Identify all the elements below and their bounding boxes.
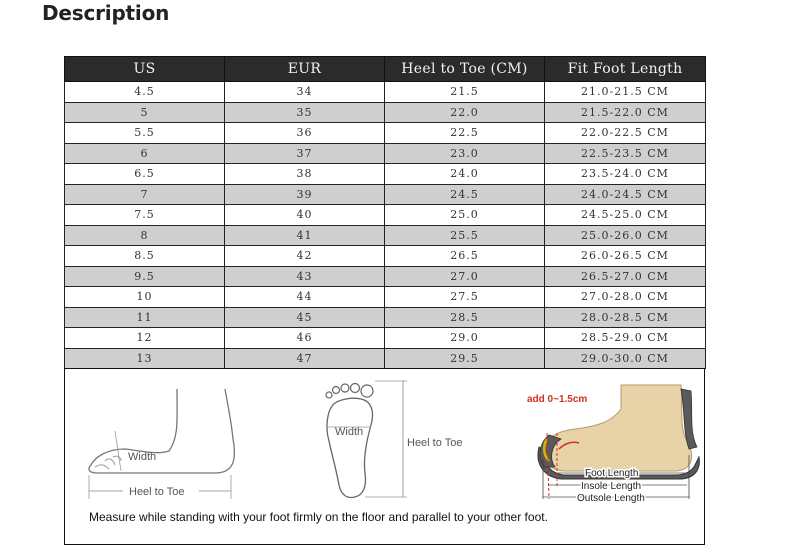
cell-eur: 37 bbox=[225, 143, 385, 164]
foot-length-label: Foot Length bbox=[585, 468, 639, 479]
cell-us: 8.5 bbox=[65, 246, 225, 267]
table-row bbox=[65, 205, 706, 226]
shoe-cross-section-diagram bbox=[527, 385, 699, 504]
cell-eur: 44 bbox=[225, 287, 385, 308]
cell-fit-foot-length: 22.0-22.5 CM bbox=[545, 123, 706, 144]
cell-eur: 40 bbox=[225, 205, 385, 226]
cell-us: 7 bbox=[65, 184, 225, 205]
measurement-caption: Measure while standing with your foot firmly on the floor and parallel to your other foot. bbox=[89, 510, 548, 524]
side-foot-width-label: Width bbox=[128, 451, 157, 463]
cell-eur: 39 bbox=[225, 184, 385, 205]
size-chart-table bbox=[64, 56, 706, 369]
cell-us: 5 bbox=[65, 102, 225, 123]
table-row bbox=[65, 184, 706, 205]
cell-fit-foot-length: 27.0-28.0 CM bbox=[545, 287, 706, 308]
cell-eur: 47 bbox=[225, 348, 385, 369]
cell-heel-to-toe: 29.0 bbox=[385, 328, 545, 349]
cell-eur: 43 bbox=[225, 266, 385, 287]
cell-us: 13 bbox=[65, 348, 225, 369]
cell-heel-to-toe: 28.5 bbox=[385, 307, 545, 328]
side-foot-outline bbox=[89, 389, 234, 473]
cell-fit-foot-length: 24.0-24.5 CM bbox=[545, 184, 706, 205]
cell-fit-foot-length: 26.5-27.0 CM bbox=[545, 266, 706, 287]
cell-us: 9.5 bbox=[65, 266, 225, 287]
measurement-diagram-panel bbox=[64, 368, 705, 545]
cell-eur: 42 bbox=[225, 246, 385, 267]
cell-fit-foot-length: 25.0-26.0 CM bbox=[545, 225, 706, 246]
footprint-outline bbox=[327, 398, 373, 497]
cell-heel-to-toe: 25.5 bbox=[385, 225, 545, 246]
cell-heel-to-toe: 27.0 bbox=[385, 266, 545, 287]
cell-us: 4.5 bbox=[65, 82, 225, 103]
cell-heel-to-toe: 22.0 bbox=[385, 102, 545, 123]
cell-eur: 45 bbox=[225, 307, 385, 328]
table-row bbox=[65, 246, 706, 267]
table-body bbox=[65, 82, 706, 369]
cell-us: 6.5 bbox=[65, 164, 225, 185]
table-row bbox=[65, 266, 706, 287]
cell-heel-to-toe: 24.0 bbox=[385, 164, 545, 185]
side-foot-length-label: Heel to Toe bbox=[129, 486, 185, 498]
table-row bbox=[65, 123, 706, 144]
cell-us: 11 bbox=[65, 307, 225, 328]
cell-fit-foot-length: 21.5-22.0 CM bbox=[545, 102, 706, 123]
cell-heel-to-toe: 22.5 bbox=[385, 123, 545, 144]
cell-eur: 46 bbox=[225, 328, 385, 349]
cell-heel-to-toe: 21.5 bbox=[385, 82, 545, 103]
table-row bbox=[65, 164, 706, 185]
footprint-width-label: Width bbox=[335, 426, 364, 438]
cell-eur: 36 bbox=[225, 123, 385, 144]
cell-fit-foot-length: 23.5-24.0 CM bbox=[545, 164, 706, 185]
side-foot-diagram bbox=[89, 389, 234, 499]
cell-eur: 41 bbox=[225, 225, 385, 246]
table-row bbox=[65, 102, 706, 123]
table-row bbox=[65, 225, 706, 246]
outsole-length-label: Outsole Length bbox=[577, 493, 645, 504]
cell-heel-to-toe: 27.5 bbox=[385, 287, 545, 308]
cell-eur: 38 bbox=[225, 164, 385, 185]
cell-us: 6 bbox=[65, 143, 225, 164]
table-row bbox=[65, 287, 706, 308]
cell-fit-foot-length: 21.0-21.5 CM bbox=[545, 82, 706, 103]
shoe-add-label: add 0~1.5cm bbox=[527, 394, 588, 405]
table-row bbox=[65, 348, 706, 369]
cell-heel-to-toe: 25.0 bbox=[385, 205, 545, 226]
cell-us: 12 bbox=[65, 328, 225, 349]
table-header-row bbox=[65, 57, 706, 82]
table-row bbox=[65, 143, 706, 164]
header-eur: EUR bbox=[225, 57, 385, 82]
cell-us: 10 bbox=[65, 287, 225, 308]
cell-fit-foot-length: 28.5-29.0 CM bbox=[545, 328, 706, 349]
cell-eur: 35 bbox=[225, 102, 385, 123]
header-heel-to-toe: Heel to Toe (CM) bbox=[385, 57, 545, 82]
cell-fit-foot-length: 28.0-28.5 CM bbox=[545, 307, 706, 328]
side-foot-width-line bbox=[115, 431, 121, 471]
header-us: US bbox=[65, 57, 225, 82]
cell-heel-to-toe: 29.5 bbox=[385, 348, 545, 369]
page-heading: Description bbox=[42, 1, 170, 25]
cell-us: 5.5 bbox=[65, 123, 225, 144]
table-row bbox=[65, 82, 706, 103]
cell-fit-foot-length: 26.0-26.5 CM bbox=[545, 246, 706, 267]
sole-footprint-diagram bbox=[326, 381, 462, 498]
cell-eur: 34 bbox=[225, 82, 385, 103]
cell-heel-to-toe: 26.5 bbox=[385, 246, 545, 267]
table-row bbox=[65, 307, 706, 328]
insole-length-label: Insole Length bbox=[581, 481, 642, 492]
cell-us: 8 bbox=[65, 225, 225, 246]
cell-us: 7.5 bbox=[65, 205, 225, 226]
header-fit-foot-length: Fit Foot Length bbox=[545, 57, 706, 82]
cell-fit-foot-length: 24.5-25.0 CM bbox=[545, 205, 706, 226]
table-row bbox=[65, 328, 706, 349]
footprint-length-label: Heel to Toe bbox=[407, 437, 463, 449]
cell-heel-to-toe: 24.5 bbox=[385, 184, 545, 205]
cell-fit-foot-length: 22.5-23.5 CM bbox=[545, 143, 706, 164]
cell-heel-to-toe: 23.0 bbox=[385, 143, 545, 164]
cell-fit-foot-length: 29.0-30.0 CM bbox=[545, 348, 706, 369]
